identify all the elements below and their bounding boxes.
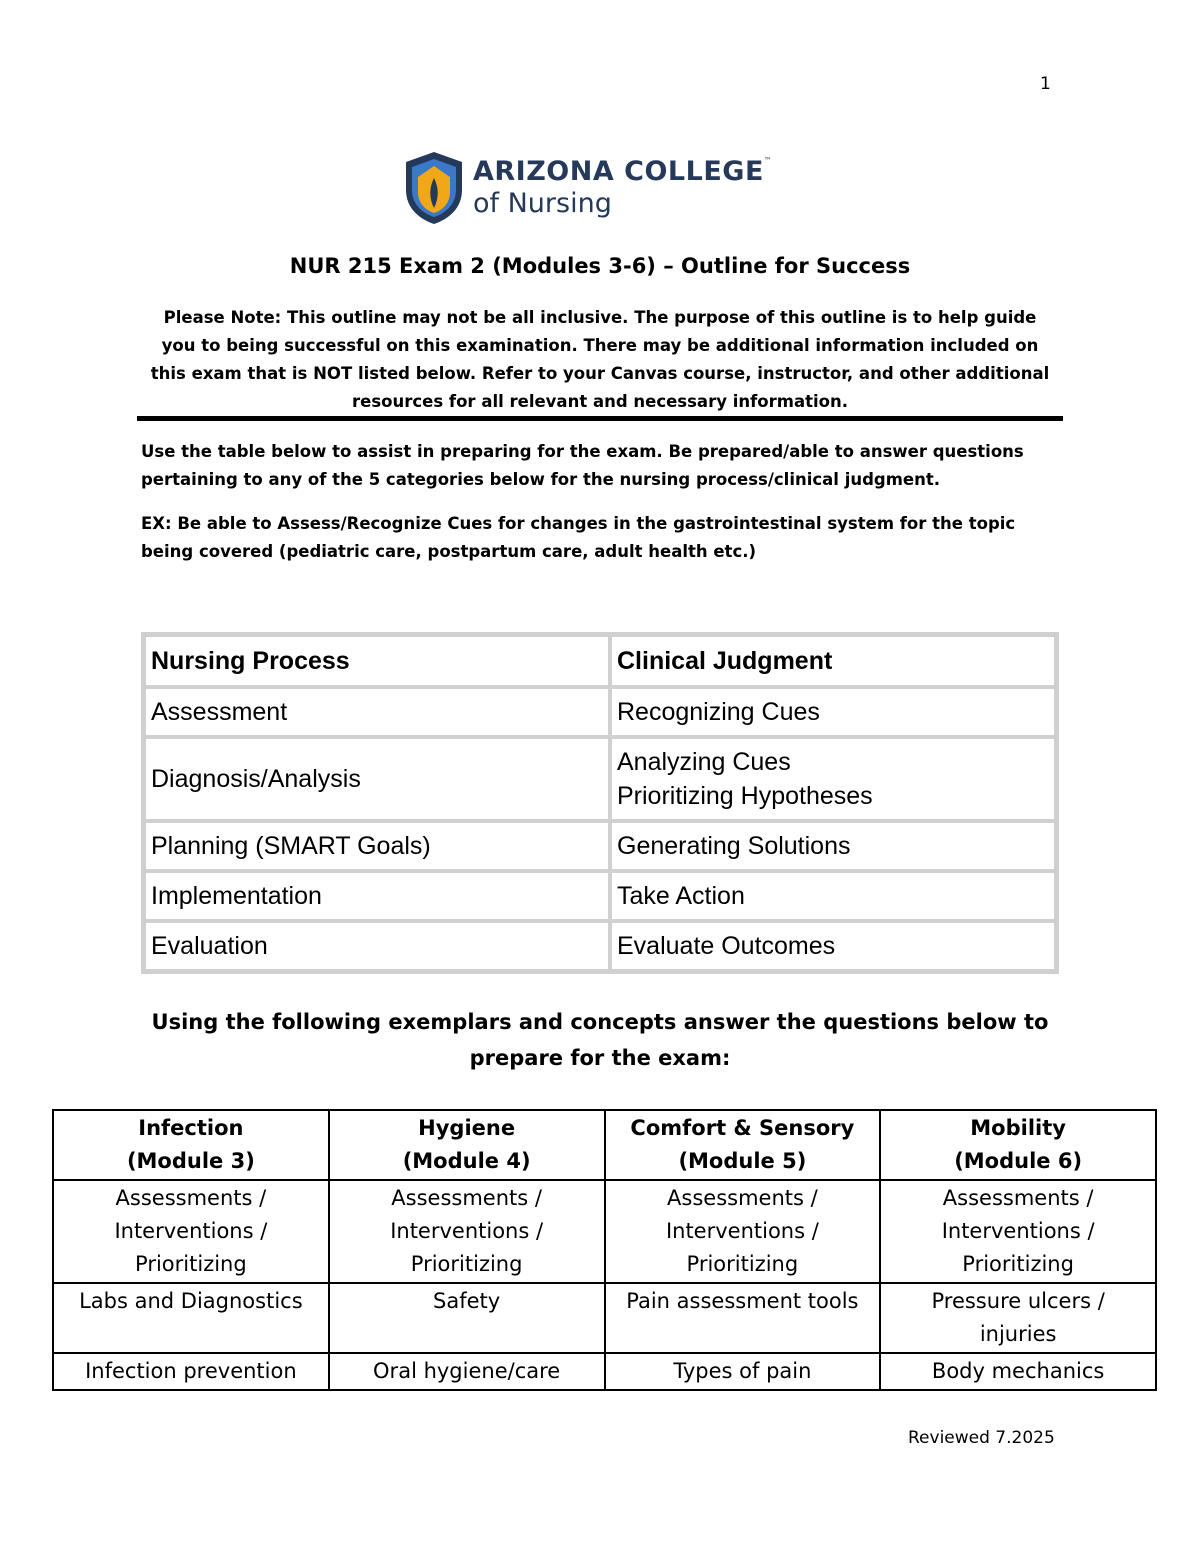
- table-row: [144, 687, 1056, 737]
- exemplars-heading-line: Using the following exemplars and concepts answer the questions below to: [151, 1010, 1049, 1034]
- table-cell: Assessments / Interventions / Prioritizing: [880, 1180, 1156, 1283]
- judgment-cell: [610, 737, 1056, 821]
- instructions-paragraph: Use the table below to assist in preparing for the exam. Be prepared/able to answer questions pertaining to any of the 5 categories below for the nursing process/clinical judgment.: [141, 442, 1024, 489]
- process-cell: Evaluation: [144, 921, 610, 971]
- judgment-cell: Take Action: [610, 871, 1056, 921]
- shield-icon: [403, 150, 465, 226]
- process-cell: Assessment: [144, 687, 610, 737]
- nursing-process-table: [141, 632, 1059, 974]
- table-row: [144, 821, 1056, 871]
- table-cell: Labs and Diagnostics: [53, 1283, 329, 1353]
- page-title: NUR 215 Exam 2 (Modules 3-6) – Outline for Success: [289, 254, 911, 278]
- divider: [137, 416, 1063, 421]
- process-cell: Diagnosis/Analysis: [144, 737, 610, 821]
- table-cell: Pain assessment tools: [605, 1283, 881, 1353]
- table-cell: Pressure ulcers / injuries: [880, 1283, 1156, 1353]
- table-row: [144, 737, 1056, 821]
- table-cell: Assessments / Interventions / Prioritizing: [329, 1180, 605, 1283]
- table-cell: Body mechanics: [880, 1353, 1156, 1390]
- column-header: Comfort & Sensory (Module 5): [605, 1110, 881, 1180]
- table-cell: Types of pain: [605, 1353, 881, 1390]
- table-cell: Safety: [329, 1283, 605, 1353]
- table-row: [144, 921, 1056, 971]
- judgment-line: Analyzing Cues: [617, 748, 791, 776]
- exemplars-heading-line: prepare for the exam:: [469, 1046, 731, 1070]
- exemplars-heading: [0, 1004, 1200, 1076]
- judgment-cell: Recognizing Cues: [610, 687, 1056, 737]
- please-note: Please Note: This outline may not be all inclusive. The purpose of this outline is to help guide you to being successful on this examination. There may be additional information included on this exam that is NOT listed below. Refer to your Canvas course, instructor, and other additional resources for all relevant and necessary information.: [150, 308, 1050, 411]
- table-cell: Assessments / Interventions / Prioritizing: [53, 1180, 329, 1283]
- table-row: [53, 1353, 1156, 1390]
- header-clinical-judgment: Clinical Judgment: [610, 635, 1056, 687]
- table-header-row: [144, 635, 1056, 687]
- arizona-college-logo: [403, 150, 803, 228]
- header-nursing-process: Nursing Process: [144, 635, 610, 687]
- logo-line1: ARIZONA COLLEGE™: [473, 156, 773, 187]
- judgment-cell: Evaluate Outcomes: [610, 921, 1056, 971]
- judgment-line: Prioritizing Hypotheses: [617, 782, 873, 810]
- process-cell: Planning (SMART Goals): [144, 821, 610, 871]
- column-header: Mobility (Module 6): [880, 1110, 1156, 1180]
- process-cell: Implementation: [144, 871, 610, 921]
- table-cell: Assessments / Interventions / Prioritizing: [605, 1180, 881, 1283]
- table-cell: Oral hygiene/care: [329, 1353, 605, 1390]
- table-row: [144, 871, 1056, 921]
- exemplar-table: [52, 1109, 1157, 1391]
- page-number: 1: [1040, 74, 1051, 94]
- reviewed-date: Reviewed 7.2025: [908, 1428, 1055, 1448]
- table-row: [53, 1283, 1156, 1353]
- column-header: Infection (Module 3): [53, 1110, 329, 1180]
- example-paragraph: EX: Be able to Assess/Recognize Cues for changes in the gastrointestinal system for the topic being covered (pediatric care, postpartum care, adult health etc.): [141, 514, 1016, 561]
- logo-line2: of Nursing: [473, 188, 612, 219]
- column-header: Hygiene (Module 4): [329, 1110, 605, 1180]
- table-cell: Infection prevention: [53, 1353, 329, 1390]
- table-row: [53, 1180, 1156, 1283]
- judgment-cell: Generating Solutions: [610, 821, 1056, 871]
- table-header-row: [53, 1110, 1156, 1180]
